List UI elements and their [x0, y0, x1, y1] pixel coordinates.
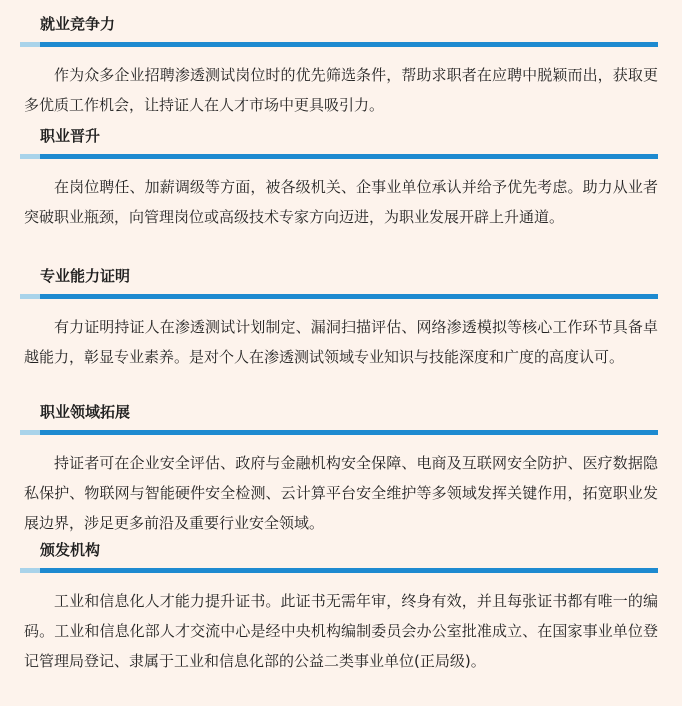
divider-accent-dark — [40, 294, 658, 299]
section-body: 作为众多企业招聘渗透测试岗位时的优先筛选条件，帮助求职者在应聘中脱颖而出，获取更多优质工作机会，让持证人在人才市场中更具吸引力。 — [24, 66, 658, 114]
section-body: 持证者可在企业安全评估、政府与金融机构安全保障、电商及互联网安全防护、医疗数据隐私保护、物联网与智能硬件安全检测、云计算平台安全维护等多领域发挥关键作用，拓宽职业发展边界，涉足更多前沿及重要行业安全领域。 — [24, 454, 658, 532]
section-divider — [20, 430, 658, 435]
section-title: 职业领域拓展 — [40, 403, 131, 421]
divider-accent-light — [20, 430, 40, 435]
divider-accent-dark — [40, 154, 658, 159]
divider-accent-light — [20, 568, 40, 573]
divider-accent-dark — [40, 42, 658, 47]
divider-accent-light — [20, 294, 40, 299]
section-divider — [20, 294, 658, 299]
section-divider — [20, 42, 658, 47]
section-body: 有力证明持证人在渗透测试计划制定、漏洞扫描评估、网络渗透模拟等核心工作环节具备卓越能力，彰显专业素养。是对个人在渗透测试领域专业知识与技能深度和广度的高度认可。 — [24, 318, 658, 366]
section-body: 在岗位聘任、加薪调级等方面，被各级机关、企事业单位承认并给予优先考虑。助力从业者突破职业瓶颈，向管理岗位或高级技术专家方向迈进，为职业发展开辟上升通道。 — [24, 178, 658, 226]
section-body: 工业和信息化人才能力提升证书。此证书无需年审，终身有效，并且每张证书都有唯一的编码。工业和信息化部人才交流中心是经中央机构编制委员会办公室批准成立、在国家事业单位登记管理局登记、隶属于工业和信息化部的公益二类事业单位(正局级)。 — [24, 592, 658, 670]
divider-accent-dark — [40, 568, 658, 573]
section-title: 就业竞争力 — [40, 15, 116, 33]
section-title: 颁发机构 — [40, 541, 101, 559]
section-title: 专业能力证明 — [40, 267, 131, 285]
divider-accent-dark — [40, 430, 658, 435]
section-title: 职业晋升 — [40, 127, 101, 145]
divider-accent-light — [20, 42, 40, 47]
section-divider — [20, 568, 658, 573]
section-divider — [20, 154, 658, 159]
divider-accent-light — [20, 154, 40, 159]
